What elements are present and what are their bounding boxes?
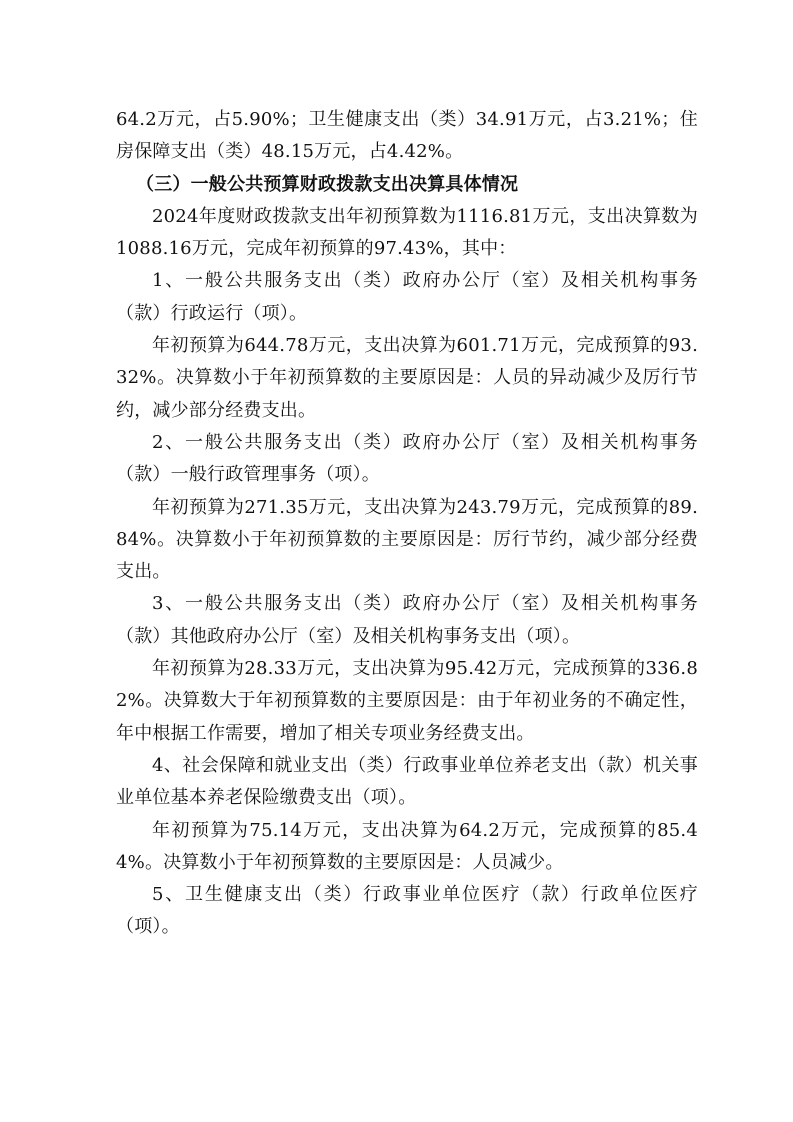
document-body — [116, 104, 698, 944]
item-3-detail: 年初预算为28.33万元，支出决算为95.42万元，完成预算的336.82%。决算数大于年初预算数的主要原因是：由于年初业务的不确定性，年中根据工作需要，增加了相关专项业务经费支出。 — [116, 658, 698, 744]
paragraph-budget-overview: 2024年度财政拨款支出年初预算数为1116.81万元，支出决算数为1088.16万元，完成年初预算的97.43%，其中： — [116, 205, 698, 260]
item-4-title: 4、社会保障和就业支出（类）行政事业单位养老支出（款）机关事业单位基本养老保险缴费支出（项）。 — [116, 754, 698, 809]
item-4-detail: 年初预算为75.14万元，支出决算为64.2万元，完成预算的85.44%。决算数小于年初预算数的主要原因是：人员减少。 — [116, 819, 698, 873]
item-2-detail: 年初预算为271.35万元，支出决算为243.79万元，完成预算的89.84%。决算数小于年初预算数的主要原因是：厉行节约，减少部分经费支出。 — [116, 496, 698, 583]
item-3-title: 3、一般公共服务支出（类）政府办公厅（室）及相关机构事务（款）其他政府办公厅（室）及相关机构事务支出（项）。 — [116, 593, 698, 647]
item-1-title: 1、一般公共服务支出（类）政府办公厅（室）及相关机构事务（款）行政运行（项）。 — [116, 270, 698, 324]
section-heading-3: （三）一般公共预算财政拨款支出决算具体情况 — [136, 173, 519, 195]
paragraph-expenditure-shares-continued: 64.2万元，占5.90%；卫生健康支出（类）34.91万元，占3.21%；住房保障支出（类）48.15万元，占4.42%。 — [116, 109, 698, 163]
item-5-title: 5、卫生健康支出（类）行政事业单位医疗（款）行政单位医疗（项）。 — [116, 884, 698, 938]
item-2-title: 2、一般公共服务支出（类）政府办公厅（室）及相关机构事务（款）一般行政管理事务（项）。 — [116, 431, 698, 486]
item-1-detail: 年初预算为644.78万元，支出决算为601.71万元，完成预算的93.32%。决算数小于年初预算数的主要原因是：人员的异动减少及厉行节约，减少部分经费支出。 — [116, 335, 698, 421]
